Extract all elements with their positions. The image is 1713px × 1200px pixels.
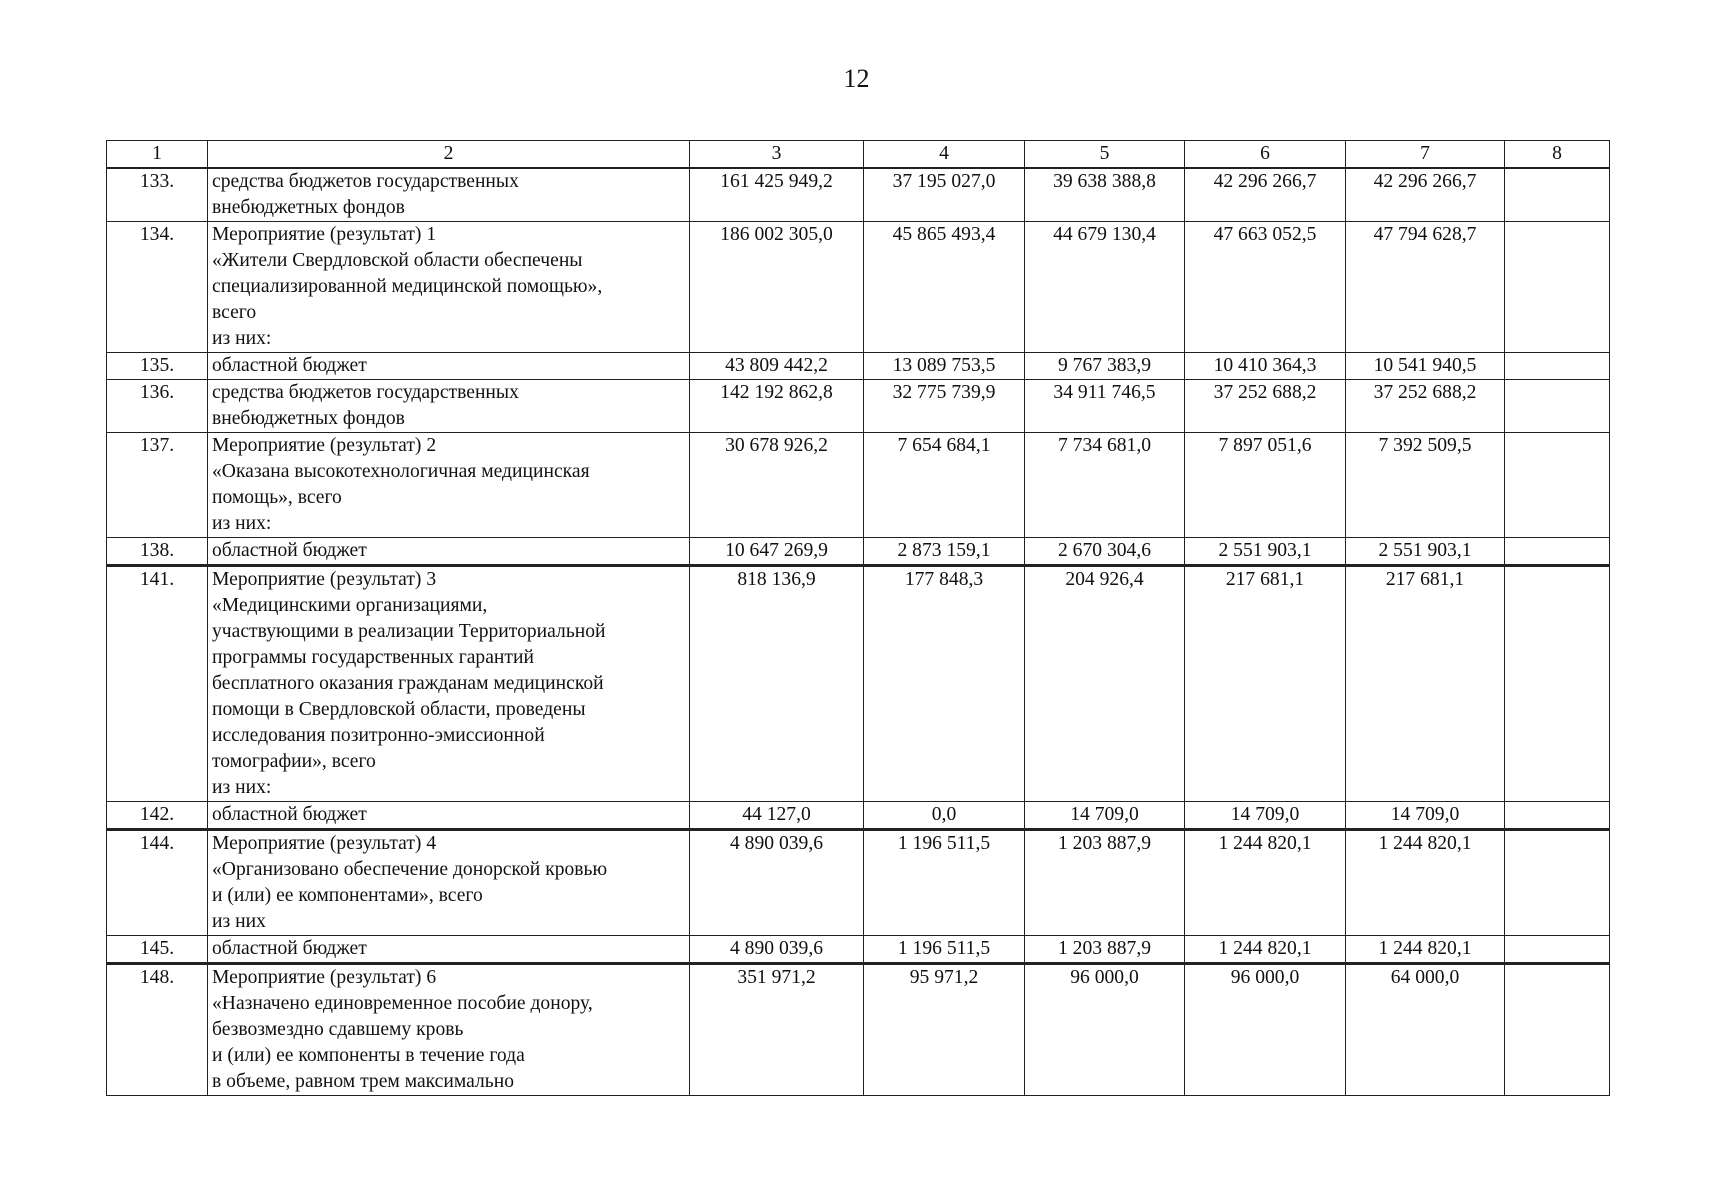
row-number: 148. (107, 964, 208, 1096)
value-col-6: 14 709,0 (1185, 802, 1346, 830)
value-col-3: 142 192 862,8 (690, 380, 864, 433)
value-col-5: 39 638 388,8 (1025, 168, 1185, 222)
row-number: 144. (107, 830, 208, 936)
value-col-4: 13 089 753,5 (864, 353, 1025, 380)
row-number: 135. (107, 353, 208, 380)
table-row (107, 433, 1610, 538)
value-col-3: 44 127,0 (690, 802, 864, 830)
table-row (107, 936, 1610, 964)
column-header-4: 4 (864, 141, 1025, 169)
row-description: средства бюджетов государственных внебюджетных фондов (208, 168, 690, 222)
row-description: областной бюджет (208, 936, 690, 964)
value-col-5: 14 709,0 (1025, 802, 1185, 830)
row-number: 136. (107, 380, 208, 433)
value-col-7: 10 541 940,5 (1346, 353, 1505, 380)
value-col-5: 1 203 887,9 (1025, 936, 1185, 964)
value-col-5: 2 670 304,6 (1025, 538, 1185, 566)
value-col-4: 177 848,3 (864, 566, 1025, 802)
value-col-7: 42 296 266,7 (1346, 168, 1505, 222)
value-col-5: 44 679 130,4 (1025, 222, 1185, 353)
value-col-8 (1505, 380, 1610, 433)
table-body (107, 168, 1610, 1096)
budget-table (106, 140, 1610, 1096)
row-description: Мероприятие (результат) 4 «Организовано обеспечение донорской кровью и (или) ее компонентами», всего из них (208, 830, 690, 936)
value-col-7: 37 252 688,2 (1346, 380, 1505, 433)
table-row (107, 964, 1610, 1096)
value-col-3: 10 647 269,9 (690, 538, 864, 566)
value-col-8 (1505, 168, 1610, 222)
row-description: Мероприятие (результат) 3 «Медицинскими организациями, участвующими в реализации Территориальной программы государственных гарантий бесплатного оказания гражданам медицинской помощи в Свердловской области, проведены исследования позитронно-эмиссионной томографии», всего из них: (208, 566, 690, 802)
value-col-3: 43 809 442,2 (690, 353, 864, 380)
value-col-5: 1 203 887,9 (1025, 830, 1185, 936)
column-header-8: 8 (1505, 141, 1610, 169)
value-col-3: 4 890 039,6 (690, 936, 864, 964)
value-col-7: 1 244 820,1 (1346, 830, 1505, 936)
value-col-8 (1505, 433, 1610, 538)
column-header-3: 3 (690, 141, 864, 169)
value-col-4: 32 775 739,9 (864, 380, 1025, 433)
value-col-4: 2 873 159,1 (864, 538, 1025, 566)
value-col-8 (1505, 538, 1610, 566)
row-description: Мероприятие (результат) 6 «Назначено единовременное пособие донору, безвозмездно сдавшему кровь и (или) ее компоненты в течение года в объеме, равном трем максимально (208, 964, 690, 1096)
value-col-6: 10 410 364,3 (1185, 353, 1346, 380)
value-col-8 (1505, 802, 1610, 830)
table-row (107, 802, 1610, 830)
row-number: 137. (107, 433, 208, 538)
value-col-4: 95 971,2 (864, 964, 1025, 1096)
row-description: средства бюджетов государственных внебюджетных фондов (208, 380, 690, 433)
value-col-5: 204 926,4 (1025, 566, 1185, 802)
column-header-6: 6 (1185, 141, 1346, 169)
column-header-2: 2 (208, 141, 690, 169)
value-col-5: 34 911 746,5 (1025, 380, 1185, 433)
value-col-3: 30 678 926,2 (690, 433, 864, 538)
value-col-6: 42 296 266,7 (1185, 168, 1346, 222)
row-description: областной бюджет (208, 353, 690, 380)
value-col-3: 4 890 039,6 (690, 830, 864, 936)
value-col-6: 37 252 688,2 (1185, 380, 1346, 433)
value-col-6: 47 663 052,5 (1185, 222, 1346, 353)
value-col-5: 96 000,0 (1025, 964, 1185, 1096)
row-number: 134. (107, 222, 208, 353)
value-col-3: 161 425 949,2 (690, 168, 864, 222)
table-row (107, 830, 1610, 936)
value-col-4: 0,0 (864, 802, 1025, 830)
column-header-5: 5 (1025, 141, 1185, 169)
value-col-8 (1505, 222, 1610, 353)
row-description: Мероприятие (результат) 2 «Оказана высокотехнологичная медицинская помощь», всего из них: (208, 433, 690, 538)
row-number: 142. (107, 802, 208, 830)
value-col-8 (1505, 964, 1610, 1096)
row-description: областной бюджет (208, 802, 690, 830)
value-col-8 (1505, 566, 1610, 802)
row-description: областной бюджет (208, 538, 690, 566)
value-col-6: 217 681,1 (1185, 566, 1346, 802)
value-col-6: 1 244 820,1 (1185, 936, 1346, 964)
value-col-3: 186 002 305,0 (690, 222, 864, 353)
value-col-8 (1505, 353, 1610, 380)
row-number: 145. (107, 936, 208, 964)
row-number: 138. (107, 538, 208, 566)
table-row (107, 566, 1610, 802)
value-col-6: 1 244 820,1 (1185, 830, 1346, 936)
value-col-6: 96 000,0 (1185, 964, 1346, 1096)
table-row (107, 168, 1610, 222)
value-col-4: 45 865 493,4 (864, 222, 1025, 353)
table-row (107, 380, 1610, 433)
column-header-7: 7 (1346, 141, 1505, 169)
value-col-5: 9 767 383,9 (1025, 353, 1185, 380)
value-col-7: 14 709,0 (1346, 802, 1505, 830)
column-header-1: 1 (107, 141, 208, 169)
header-row (107, 141, 1610, 169)
value-col-7: 47 794 628,7 (1346, 222, 1505, 353)
value-col-7: 7 392 509,5 (1346, 433, 1505, 538)
row-description: Мероприятие (результат) 1 «Жители Свердловской области обеспечены специализированной медицинской помощью», всего из них: (208, 222, 690, 353)
table-row (107, 538, 1610, 566)
row-number: 133. (107, 168, 208, 222)
value-col-8 (1505, 830, 1610, 936)
page-number: 12 (843, 64, 870, 93)
value-col-5: 7 734 681,0 (1025, 433, 1185, 538)
value-col-7: 217 681,1 (1346, 566, 1505, 802)
value-col-6: 2 551 903,1 (1185, 538, 1346, 566)
row-number: 141. (107, 566, 208, 802)
value-col-4: 1 196 511,5 (864, 936, 1025, 964)
value-col-8 (1505, 936, 1610, 964)
value-col-3: 818 136,9 (690, 566, 864, 802)
value-col-6: 7 897 051,6 (1185, 433, 1346, 538)
value-col-3: 351 971,2 (690, 964, 864, 1096)
table-row (107, 222, 1610, 353)
value-col-4: 37 195 027,0 (864, 168, 1025, 222)
value-col-4: 1 196 511,5 (864, 830, 1025, 936)
value-col-7: 2 551 903,1 (1346, 538, 1505, 566)
table-row (107, 353, 1610, 380)
value-col-7: 64 000,0 (1346, 964, 1505, 1096)
value-col-4: 7 654 684,1 (864, 433, 1025, 538)
value-col-7: 1 244 820,1 (1346, 936, 1505, 964)
